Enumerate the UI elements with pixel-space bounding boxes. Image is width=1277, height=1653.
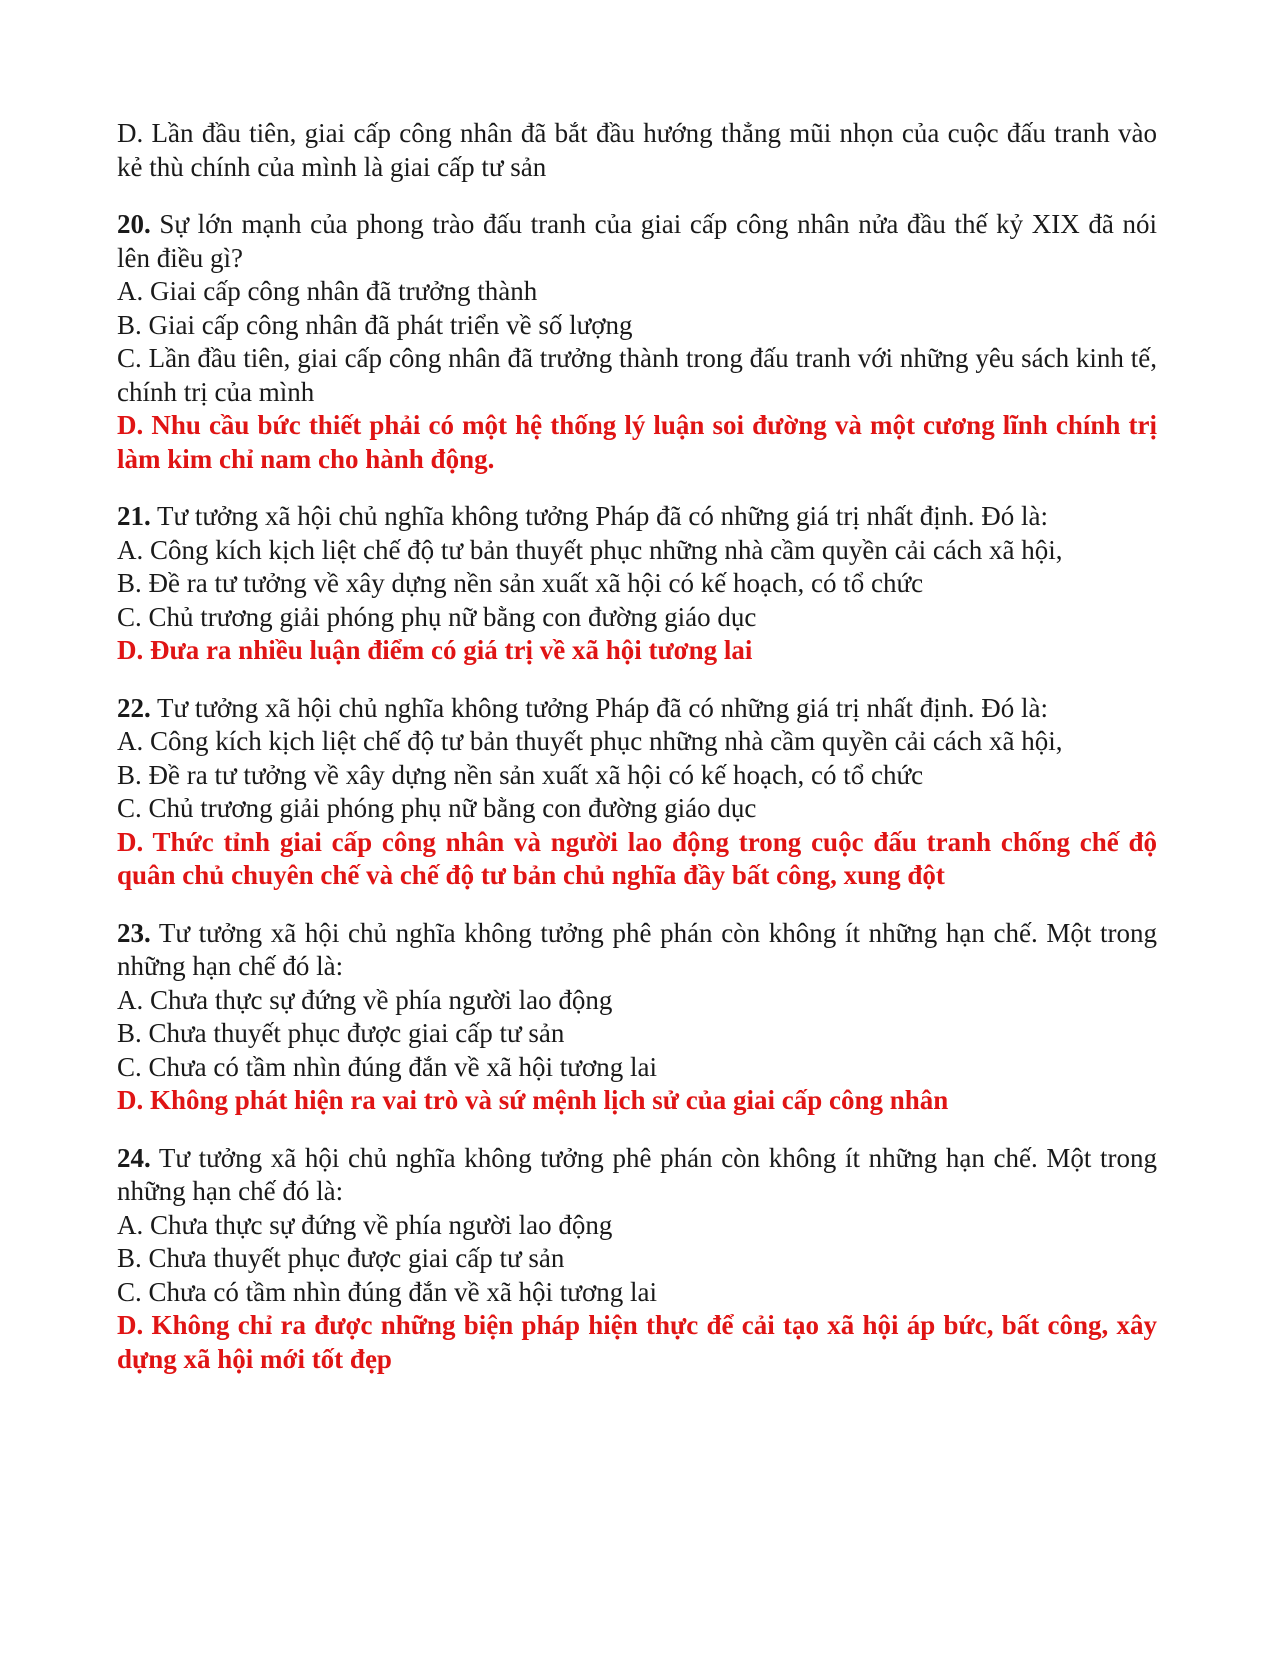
correct-answer: D. Nhu cầu bức thiết phải có một hệ thống lý luận soi đường và một cương lĩnh chính trị làm kim chỉ nam cho hành động.	[117, 410, 1157, 474]
option-c: C. Chủ trương giải phóng phụ nữ bằng con đường giáo dục	[117, 793, 757, 823]
option-c: C. Chưa có tầm nhìn đúng đắn về xã hội tương lai	[117, 1276, 657, 1307]
document-page	[117, 117, 1157, 1376]
option-a: A. Chưa thực sự đứng về phía người lao động	[117, 984, 613, 1015]
correct-answer: D. Không chỉ ra được những biện pháp hiện thực để cải tạo xã hội áp bức, bất công, xây dựng xã hội mới tốt đẹp	[117, 1310, 1157, 1374]
correct-answer: D. Thức tỉnh giai cấp công nhân và người lao động trong cuộc đấu tranh chống chế độ quân chủ chuyên chế và chế độ tư bản chủ nghĩa đầy bất công, xung đột	[117, 826, 1157, 890]
question-21	[117, 500, 1157, 668]
question-text	[117, 208, 1157, 275]
option-b: B. Đề ra tư tưởng về xây dựng nền sản xuất xã hội có kế hoạch, có tổ chức	[117, 568, 924, 598]
correct-answer: D. Đưa ra nhiều luận điểm có giá trị về xã hội tương lai	[117, 635, 753, 665]
option-b: B. Đề ra tư tưởng về xây dựng nền sản xuất xã hội có kế hoạch, có tổ chức	[117, 759, 924, 790]
option-a: A. Công kích kịch liệt chế độ tư bản thuyết phục những nhà cầm quyền cải cách xã hội,	[117, 534, 1063, 565]
question-text	[117, 692, 1157, 726]
correct-answer: D. Không phát hiện ra vai trò và sứ mệnh lịch sử của giai cấp công nhân	[117, 1085, 949, 1115]
option-b: B. Chưa thuyết phục được giai cấp tư sản	[117, 1018, 565, 1048]
question-number: 20.	[117, 209, 151, 239]
option-b: B. Giai cấp công nhân đã phát triển về số lượng	[117, 309, 633, 340]
option-a: A. Công kích kịch liệt chế độ tư bản thuyết phục những nhà cầm quyền cải cách xã hội,	[117, 726, 1063, 756]
question-20	[117, 208, 1157, 476]
lead-block	[117, 117, 1157, 184]
question-text	[117, 1142, 1157, 1209]
option-a: A. Chưa thực sự đứng về phía người lao động	[117, 1209, 613, 1240]
option-c: C. Chưa có tầm nhìn đúng đắn về xã hội tương lai	[117, 1051, 657, 1082]
question-number: 21.	[117, 501, 151, 531]
question-stem: Tư tưởng xã hội chủ nghĩa không tưởng phê phán còn không ít những hạn chế. Một trong những hạn chế đó là:	[117, 917, 1157, 981]
option-b: B. Chưa thuyết phục được giai cấp tư sản	[117, 1243, 565, 1273]
question-number: 22.	[117, 692, 151, 723]
question-24	[117, 1142, 1157, 1377]
question-number: 24.	[117, 1142, 151, 1173]
option-c: C. Chủ trương giải phóng phụ nữ bằng con đường giáo dục	[117, 601, 757, 632]
option-c: C. Lần đầu tiên, giai cấp công nhân đã trưởng thành trong đấu tranh với những yêu sách kinh tế, chính trị của mình	[117, 343, 1157, 407]
option-a: A. Giai cấp công nhân đã trưởng thành	[117, 276, 538, 306]
question-stem: Tư tưởng xã hội chủ nghĩa không tưởng Pháp đã có những giá trị nhất định. Đó là:	[157, 501, 1048, 531]
question-text	[117, 500, 1157, 534]
question-text	[117, 917, 1157, 984]
lead-option-d: D. Lần đầu tiên, giai cấp công nhân đã bắt đầu hướng thẳng mũi nhọn của cuộc đấu tranh vào kẻ thù chính của mình là giai cấp tư sản	[117, 118, 1157, 182]
question-23	[117, 917, 1157, 1118]
question-stem: Tư tưởng xã hội chủ nghĩa không tưởng phê phán còn không ít những hạn chế. Một trong những hạn chế đó là:	[117, 1142, 1157, 1206]
question-stem: Tư tưởng xã hội chủ nghĩa không tưởng Pháp đã có những giá trị nhất định. Đó là:	[157, 692, 1048, 723]
question-number: 23.	[117, 917, 151, 948]
question-stem: Sự lớn mạnh của phong trào đấu tranh của giai cấp công nhân nửa đầu thế kỷ XIX đã nói lên điều gì?	[117, 209, 1157, 273]
question-22	[117, 692, 1157, 893]
